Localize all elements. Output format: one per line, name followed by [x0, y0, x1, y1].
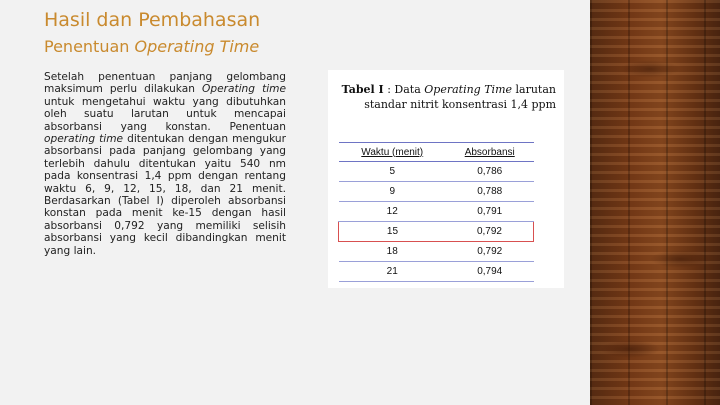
table-row [339, 242, 534, 262]
table-row [339, 182, 534, 202]
table-row [339, 162, 534, 182]
slide-title: Hasil dan Pembahasan [44, 9, 261, 31]
cell-absorbansi: 0,792 [446, 242, 534, 262]
cell-absorbansi: 0,788 [446, 182, 534, 202]
table-row [339, 202, 534, 222]
wood-knot [620, 60, 680, 78]
cell-absorbansi: 0,792 [446, 222, 534, 242]
subtitle-italic: Operating Time [134, 37, 260, 56]
cell-waktu: 5 [339, 162, 446, 182]
cell-absorbansi: 0,786 [446, 162, 534, 182]
caption-line-2: standar nitrit konsentrasi 1,4 ppm [364, 98, 556, 111]
subtitle-prefix: Penentuan [44, 37, 135, 56]
cell-waktu: 18 [339, 242, 446, 262]
wood-knot [650, 250, 710, 268]
caption-label: Tabel I [341, 83, 384, 96]
wood-background [590, 0, 720, 405]
cell-waktu: 9 [339, 182, 446, 202]
cell-absorbansi: 0,794 [446, 262, 534, 282]
caption-separator: : Data [383, 83, 425, 96]
paragraph-italic-2: operating time [44, 133, 124, 146]
cell-waktu: 21 [339, 262, 446, 282]
cell-waktu: 12 [339, 202, 446, 222]
paragraph-part-3: ditentukan dengan mengukur absorbansi pada panjang gelombang yang terlebih dahulu ditentukan yaitu 540 nm pada konsentrasi 1,4 ppm dengan rentang waktu 6, 9, 12, 15, 18, dan 21 menit. Berdasarkan (Tabel I) diperoleh absorbansi konstan pada menit ke-15 dengan hasil absorbansi 0,792 yang memiliki selisih absorbansi yang kecil dibandingkan menit yang lain. [44, 133, 286, 257]
paragraph-part-2: untuk mengetahui waktu yang dibutuhkan oleh suatu larutan untuk mencapai absorbansi yang konstan. Penentuan [44, 95, 286, 133]
cell-waktu: 15 [339, 222, 446, 242]
table-row-highlighted [339, 222, 534, 242]
header-absorbansi: Absorbansi [446, 143, 534, 162]
table-caption [334, 82, 556, 112]
caption-rest: larutan [512, 83, 556, 96]
wood-knot [600, 340, 660, 358]
table-figure [328, 70, 564, 288]
paragraph-part-1: Setelah penentuan panjang gelombang maksimum perlu dilakukan [44, 71, 286, 96]
paragraph-italic-1: Operating time [202, 83, 287, 96]
table-header-row [339, 143, 534, 162]
body-paragraph [44, 71, 286, 257]
caption-italic: Operating Time [424, 83, 513, 96]
header-waktu: Waktu (menit) [339, 143, 446, 162]
slide-subtitle [44, 37, 259, 56]
data-table [338, 142, 534, 282]
table-row [339, 262, 534, 282]
cell-absorbansi: 0,791 [446, 202, 534, 222]
